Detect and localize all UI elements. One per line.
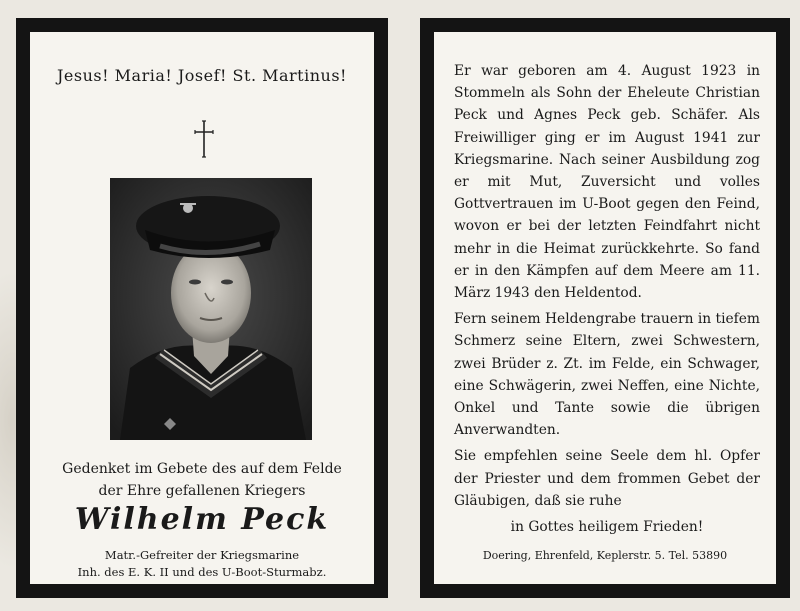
memorial-text [30, 458, 374, 502]
sailor-portrait-photo [110, 178, 312, 440]
biography-text [454, 60, 760, 538]
invocation-text: Jesus! Maria! Josef! St. Martinus! [57, 66, 347, 85]
left-card [16, 18, 388, 598]
right-card [420, 18, 790, 598]
memorial-line-1: Gedenket im Gebete des auf dem Felde [62, 461, 342, 477]
biography-paragraph-1: Er war geboren am 4. August 1923 in Stommeln als Sohn der Eheleute Christian Peck und Agnes Peck geb. Schäfer. Als Freiwilliger ging er im August 1941 zur Kriegsmarine. Nach seiner Ausbildung zog er mit Mut, Zuversicht und volles Gottvertrauen im U-Boot gegen den Feind, wovon er bei der letzten Feindfahrt nicht mehr in die Heimat zurückkehrte. So fand er in den Kämpfen auf dem Meere am 11. März 1943 den Heldentod. [454, 63, 760, 302]
printer-imprint: Doering, Ehrenfeld, Keplerstr. 5. Tel. 53890 [482, 549, 728, 562]
memorial-line-2: der Ehre gefallenen Kriegers [98, 483, 306, 499]
cross-icon [193, 120, 215, 158]
biography-paragraph-2: Fern seinem Heldengrabe trauern in tiefem Schmerz seine Eltern, zwei Schwestern, zwei Brüder z. Zt. im Felde, ein Schwager, eine Schwägerin, zwei Neffen, eine Nichte, Onkel und Tante sowie die übrigen Anverwandten. [454, 311, 760, 439]
closing-line: in Gottes heiligem Frieden! [510, 519, 704, 536]
rank-line-1: Matr.-Gefreiter der Kriegsmarine [104, 548, 300, 562]
rank-line-2: Inh. des E. K. II und des U-Boot-Sturmabz. [77, 565, 327, 579]
rank-text [30, 547, 374, 581]
biography-paragraph-3: Sie empfehlen seine Seele dem hl. Opfer der Priester und dem frommen Gebet der Gläubigen, daß sie ruhe [454, 448, 760, 509]
deceased-name: Wilhelm Peck [74, 502, 330, 537]
